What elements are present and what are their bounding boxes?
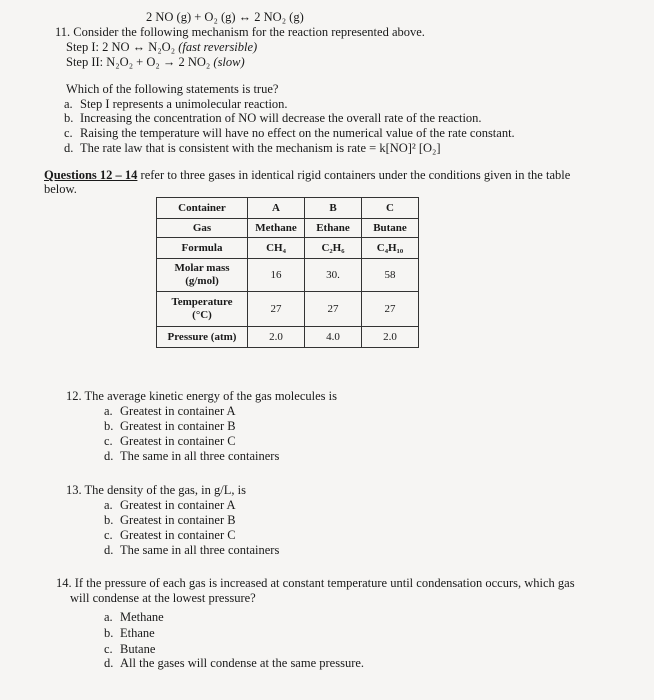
q11-option-d[interactable]: d. The rate law that is consistent with the mechanism is rate = k[NO]² [O₂]	[64, 141, 441, 155]
table-cell: 2.0	[248, 327, 305, 348]
q13-option-b[interactable]: b. Greatest in container B	[104, 513, 236, 527]
q11-option-b[interactable]: b. Increasing the concentration of NO will decrease the overall rate of the reaction.	[64, 111, 482, 125]
table-cell: Methane	[248, 219, 305, 238]
q11-prompt: 11. Consider the following mechanism for the reaction represented above.	[55, 25, 425, 39]
table-cell: 16	[248, 259, 305, 292]
q11-option-a[interactable]: a. Step I represents a unimolecular reaction.	[64, 97, 288, 111]
table-cell: 27	[248, 292, 305, 327]
gas-conditions-table	[156, 197, 419, 348]
questions-intro: Questions 12 – 14 refer to three gases in identical rigid containers under the conditions given in the table	[44, 168, 571, 182]
q12-option-b[interactable]: b. Greatest in container B	[104, 419, 236, 433]
row-label: Formula	[157, 238, 248, 259]
table-row	[157, 219, 419, 238]
q14-prompt: 14. If the pressure of each gas is increased at constant temperature until condensation occurs, which gas	[56, 576, 575, 590]
table-cell: 58	[362, 259, 419, 292]
table-cell: 2.0	[362, 327, 419, 348]
table-cell: Ethane	[305, 219, 362, 238]
q14-option-c[interactable]: c. Butane	[104, 642, 156, 656]
table-cell: Butane	[362, 219, 419, 238]
row-label: Molar mass (g/mol)	[157, 259, 248, 292]
q14-option-a[interactable]: a. Methane	[104, 610, 164, 624]
q13-option-a[interactable]: a. Greatest in container A	[104, 498, 236, 512]
q13-prompt: 13. The density of the gas, in g/L, is	[66, 483, 246, 497]
table-cell: 30.	[305, 259, 362, 292]
q14-prompt-cont: will condense at the lowest pressure?	[70, 591, 256, 605]
table-header-cell: C	[362, 198, 419, 219]
table-cell: 27	[362, 292, 419, 327]
q11-step2: Step II: N₂O₂ + O₂ → 2 NO₂ (slow)	[66, 55, 245, 69]
q11-step1: Step I: 2 NO ↔ N₂O₂ (fast reversible)	[66, 40, 258, 54]
table-cell: 27	[305, 292, 362, 327]
q12-option-a[interactable]: a. Greatest in container A	[104, 404, 236, 418]
table-header-cell: Container	[157, 198, 248, 219]
q12-option-c[interactable]: c. Greatest in container C	[104, 434, 236, 448]
row-label: Temperature (°C)	[157, 292, 248, 327]
q11-question: Which of the following statements is true?	[66, 82, 279, 96]
table-header-cell: B	[305, 198, 362, 219]
table-row	[157, 327, 419, 348]
table-row	[157, 238, 419, 259]
table-row	[157, 292, 419, 327]
q12-prompt: 12. The average kinetic energy of the gas molecules is	[66, 389, 337, 403]
table-cell: 4.0	[305, 327, 362, 348]
q11-option-c[interactable]: c. Raising the temperature will have no effect on the numerical value of the rate constant.	[64, 126, 515, 140]
table-cell: C₄H₁₀	[362, 238, 419, 259]
row-label: Gas	[157, 219, 248, 238]
questions-intro-cont: below.	[44, 182, 77, 196]
q14-option-b[interactable]: b. Ethane	[104, 626, 155, 640]
q12-option-d[interactable]: d. The same in all three containers	[104, 449, 280, 463]
table-header-row	[157, 198, 419, 219]
table-header-cell: A	[248, 198, 305, 219]
q13-option-d[interactable]: d. The same in all three containers	[104, 543, 280, 557]
reaction-header: 2 NO (g) + O₂ (g) ↔ 2 NO₂ (g)	[146, 10, 304, 24]
table-cell: C₂H₆	[305, 238, 362, 259]
table-cell: CH₄	[248, 238, 305, 259]
table-row	[157, 259, 419, 292]
q14-option-d[interactable]: d. All the gases will condense at the same pressure.	[104, 656, 365, 670]
row-label: Pressure (atm)	[157, 327, 248, 348]
q13-option-c[interactable]: c. Greatest in container C	[104, 528, 236, 542]
